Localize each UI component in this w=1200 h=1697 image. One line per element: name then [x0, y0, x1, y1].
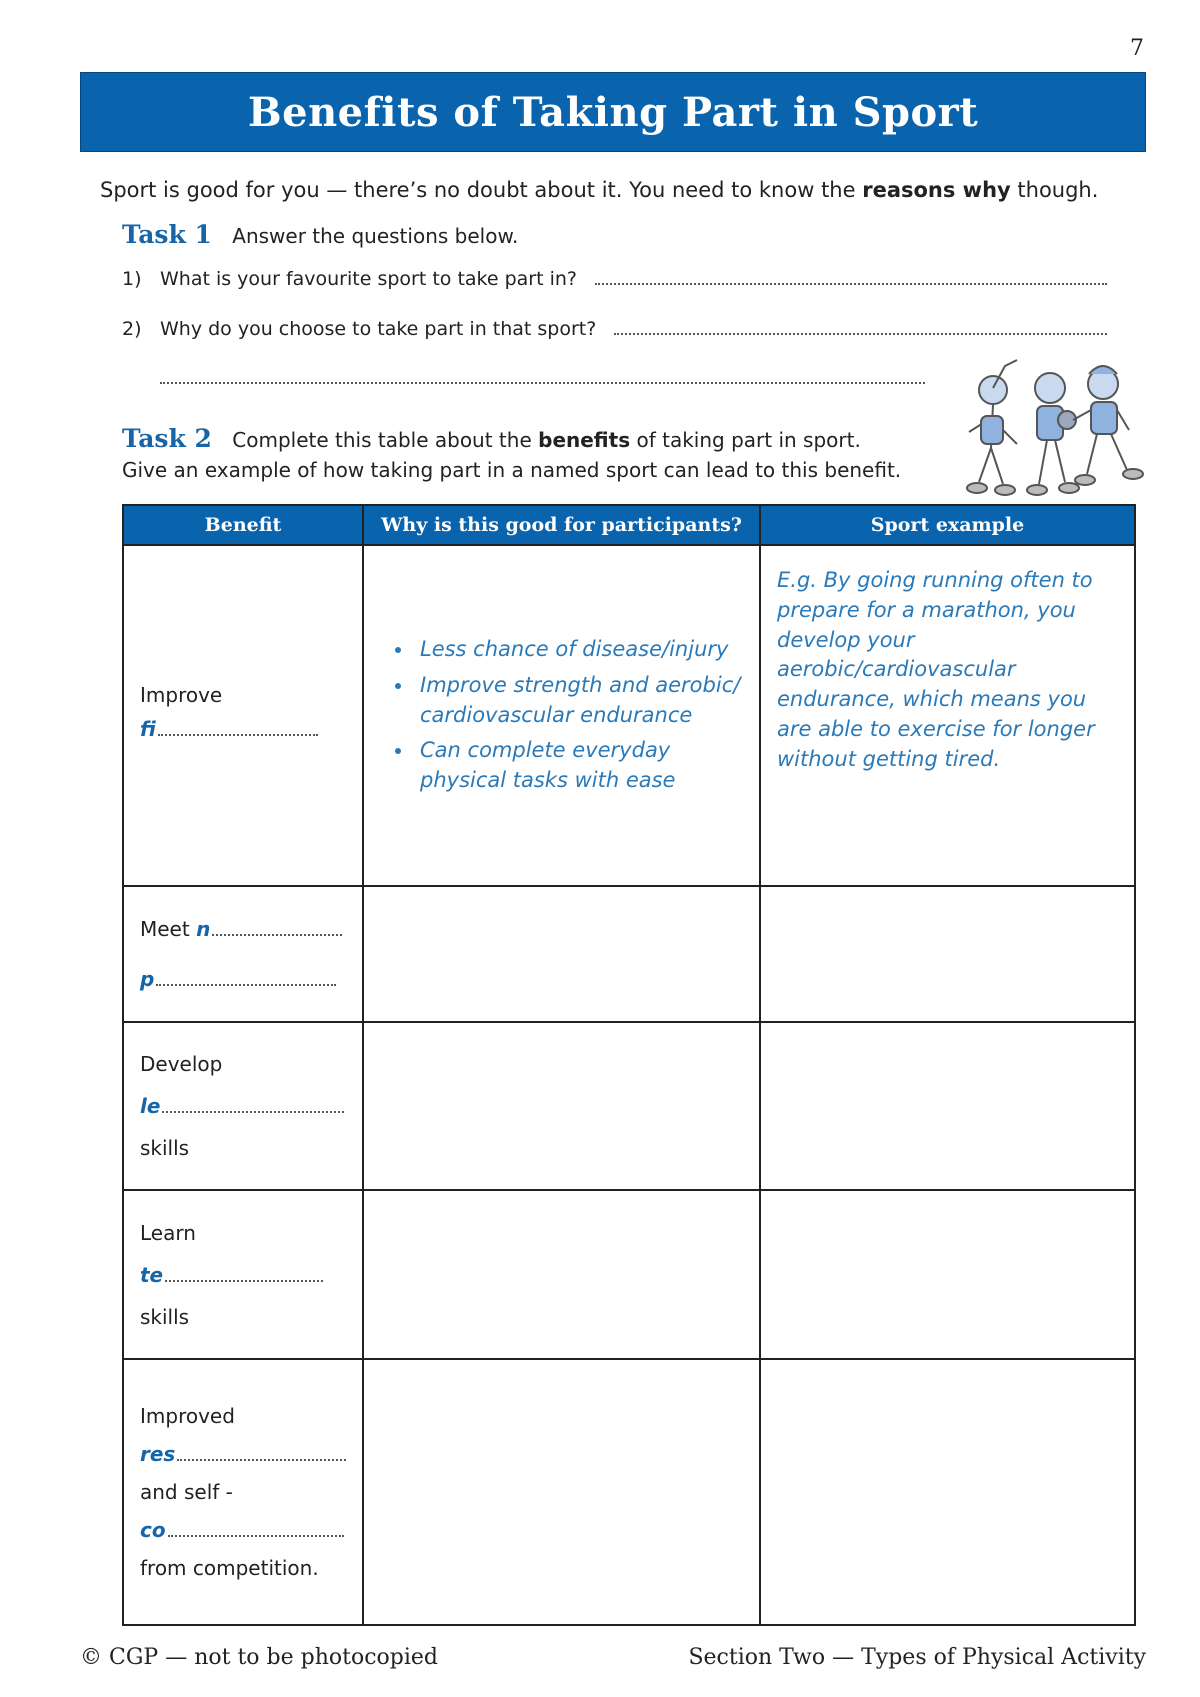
benefit-cell: Develop le skills	[123, 1022, 363, 1190]
task1-label: Task 1	[122, 220, 212, 249]
example-cell: E.g. By going running often to prepare for a marathon, you develop your aerobic/cardiovascular endurance, which means you are able to exercise for longer without getting tired.	[760, 545, 1135, 886]
why-cell[interactable]	[363, 1190, 760, 1358]
example-cell[interactable]	[760, 1022, 1135, 1190]
title-banner	[80, 72, 1146, 152]
fill-blank[interactable]: Meet n	[140, 915, 346, 943]
benefit-cell: Improve fi	[123, 545, 363, 886]
list-item: • Less chance of disease/injury	[414, 635, 743, 665]
table-row	[123, 886, 1135, 1022]
task1-instruction: Answer the questions below.	[232, 224, 519, 248]
why-cell[interactable]	[363, 1022, 760, 1190]
benefits-table	[122, 504, 1134, 1626]
fill-blank[interactable]: co	[140, 1517, 346, 1543]
answer-line-2[interactable]	[614, 319, 1107, 335]
intro-text: Sport is good for you — there’s no doubt about it. You need to know the reasons why though.	[100, 178, 1099, 202]
header-why: Why is this good for participants?	[363, 505, 760, 545]
example-cell[interactable]	[760, 1190, 1135, 1358]
why-cell[interactable]	[363, 1359, 760, 1625]
footer-section: Section Two — Types of Physical Activity	[688, 1645, 1146, 1670]
children-illustration	[955, 358, 1145, 508]
benefit-cell: Improved res and self - co from competition.	[123, 1359, 363, 1625]
task2-heading: Task 2 Complete this table about the benefits of taking part in sport.	[122, 424, 861, 453]
question-1: 1) What is your favourite sport to take part in?	[122, 268, 1107, 290]
table-row	[123, 1359, 1135, 1625]
benefit-cell: Learn te skills	[123, 1190, 363, 1358]
fill-blank[interactable]: te	[140, 1261, 346, 1289]
table-header-row	[123, 505, 1135, 545]
question-2: 2) Why do you choose to take part in that sport?	[122, 318, 1107, 340]
why-cell	[363, 545, 760, 886]
list-item: • Can complete everyday physical tasks with ease	[414, 736, 743, 796]
answer-line-1[interactable]	[595, 269, 1107, 285]
fill-blank[interactable]: fi	[140, 715, 346, 743]
table-row	[123, 1190, 1135, 1358]
task1-heading	[122, 220, 518, 249]
table-row	[123, 545, 1135, 886]
answer-line-2b[interactable]	[160, 370, 925, 384]
benefit-cell	[123, 886, 363, 1022]
list-item: • Improve strength and aerobic/ cardiovascular endurance	[414, 671, 743, 731]
task2-label: Task 2	[122, 424, 212, 453]
why-cell[interactable]	[363, 886, 760, 1022]
example-cell[interactable]	[760, 1359, 1135, 1625]
footer-copyright: © CGP — not to be photocopied	[80, 1645, 438, 1670]
fill-blank[interactable]: p	[140, 965, 346, 993]
header-sport-example: Sport example	[760, 505, 1135, 545]
fill-blank[interactable]: le	[140, 1092, 346, 1120]
page-number: 7	[1130, 36, 1144, 61]
header-benefit: Benefit	[123, 505, 363, 545]
example-cell[interactable]	[760, 886, 1135, 1022]
task2-instruction-line2: Give an example of how taking part in a named sport can lead to this benefit.	[122, 458, 902, 482]
page-title: Benefits of Taking Part in Sport	[247, 88, 979, 136]
table-row	[123, 1022, 1135, 1190]
fill-blank[interactable]: res	[140, 1441, 346, 1467]
